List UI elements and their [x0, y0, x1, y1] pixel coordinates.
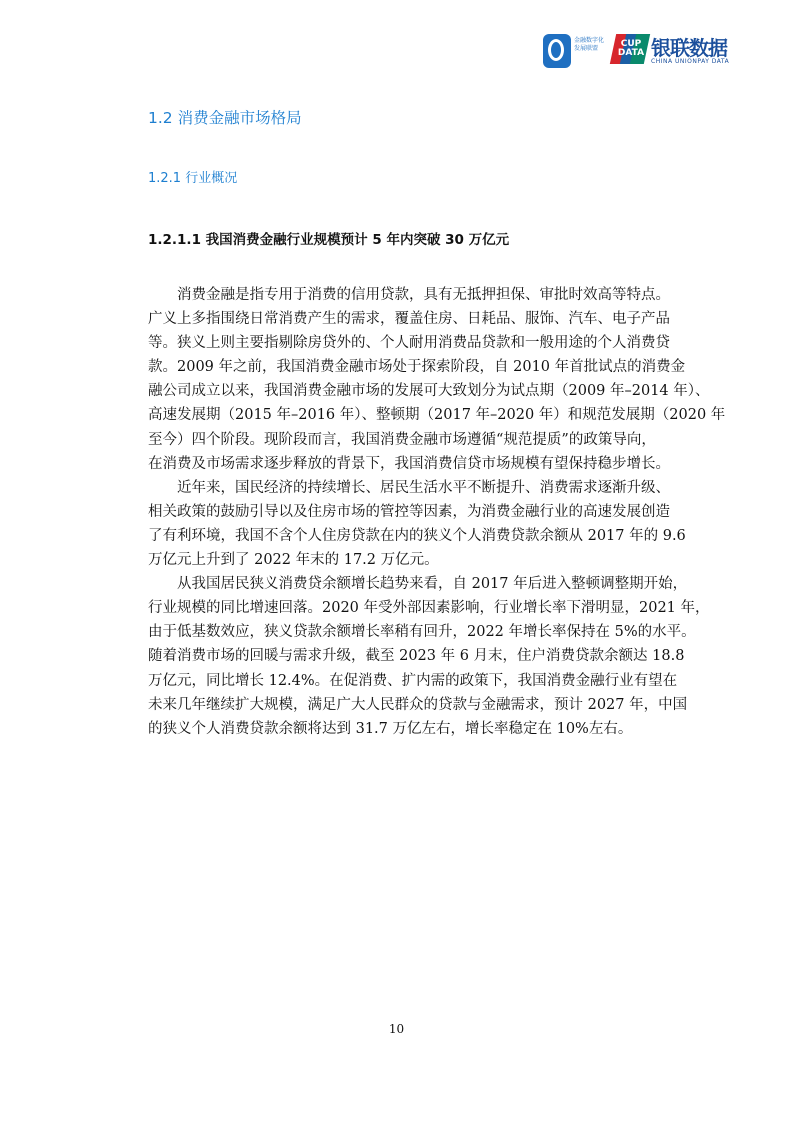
paragraph-line: 的狭义个人消费贷款余额将达到 31.7 万亿左右，增长率稳定在 10%左右。 [148, 720, 633, 737]
paragraph-line: 消费金融是指专用于消费的信用贷款，具有无抵押担保、审批时效高等特点。 [177, 287, 670, 303]
paragraph-line: 款。2009 年之前，我国消费金融市场处于探索阶段，自 2010 年首批试点的消费金 [148, 359, 686, 376]
brand-name-cn: 银联数据 [651, 36, 727, 60]
paragraph-line: 相关政策的鼓励引导以及住房市场的管控等因素，为消费金融行业的高速发展创造 [148, 503, 670, 520]
body-text [148, 283, 726, 741]
paragraph-line: 至今）四个阶段。现阶段而言，我国消费金融市场遵循“规范提质”的政策导向， [148, 431, 656, 448]
paragraph [148, 476, 686, 572]
paragraph-line: 在消费及市场需求逐步释放的背景下，我国消费信贷市场规模有望保持稳步增长。 [148, 455, 670, 472]
brand-name-en: CHINA UNIONPAY DATA [651, 58, 730, 65]
badge-text-cup: CUP [620, 39, 642, 49]
cup-data-badge-icon [613, 34, 647, 68]
paragraph-line: 从我国居民狭义消费贷余额增长趋势来看，自 2017 年后进入整顿调整期开始， [177, 576, 688, 593]
subsection-heading: 1.2.1 行业概况 [148, 171, 238, 186]
section-heading: 1.2 消费金融市场格局 [148, 109, 302, 127]
paragraph-line: 万亿元，同比增长 12.4%。在促消费、扩内需的政策下，我国消费金融行业有望在 [148, 672, 678, 689]
alliance-logo [543, 34, 605, 68]
paragraph-line: 高速发展期（2015 年–2016 年）、整顿期（2017 年–2020 年）和规范发展期（2020 年 [148, 407, 726, 424]
paragraph-line: 随着消费市场的回暖与需求升级，截至 2023 年 6 月末，住户消费贷款余额达 18.8 [148, 648, 685, 665]
unionpay-data-logo [613, 30, 753, 70]
alliance-logo-line-1: 金融数字化 [574, 37, 605, 44]
paragraph-line: 万亿元上升到了 2022 年末的 17.2 万亿元。 [148, 552, 439, 569]
paragraph [148, 572, 710, 741]
paragraph-line: 由于低基数效应，狭义贷款余额增长率稍有回升，2022 年增长率保持在 5%的水平。 [148, 624, 696, 641]
paragraph-line: 等。狭义上则主要指剔除房贷外的、个人耐用消费品贷款和一般用途的个人消费贷 [148, 335, 670, 352]
alliance-logo-text [574, 37, 606, 53]
alliance-logo-icon [543, 34, 571, 68]
subsubsection-heading: 1.2.1.1 我国消费金融行业规模预计 5 年内突破 30 万亿元 [148, 232, 510, 248]
page-header [543, 28, 753, 72]
paragraph [148, 283, 726, 476]
paragraph-line: 近年来，国民经济的持续增长、居民生活水平不断提升、消费需求逐渐升级、 [177, 479, 670, 496]
badge-text-data: DATA [617, 48, 645, 58]
paragraph-line: 行业规模的同比增速回落。2020 年受外部因素影响，行业增长率下滑明显，2021 年， [148, 600, 710, 617]
paragraph-line: 广义上多指围绕日常消费产生的需求，覆盖住房、日耗品、服饰、汽车、电子产品 [148, 311, 670, 328]
paragraph-line: 融公司成立以来，我国消费金融市场的发展可大致划分为试点期（2009 年–2014 年）、 [148, 383, 710, 400]
paragraph-line: 了有利环境，我国不含个人住房贷款在内的狭义个人消费贷款余额从 2017 年的 9.6 [148, 527, 686, 544]
alliance-logo-line-2: 发展联盟 [574, 45, 599, 52]
page-number: 10 [388, 1022, 405, 1036]
paragraph-line: 未来几年继续扩大规模，满足广大人民群众的贷款与金融需求，预计 2027 年，中国 [148, 696, 688, 713]
